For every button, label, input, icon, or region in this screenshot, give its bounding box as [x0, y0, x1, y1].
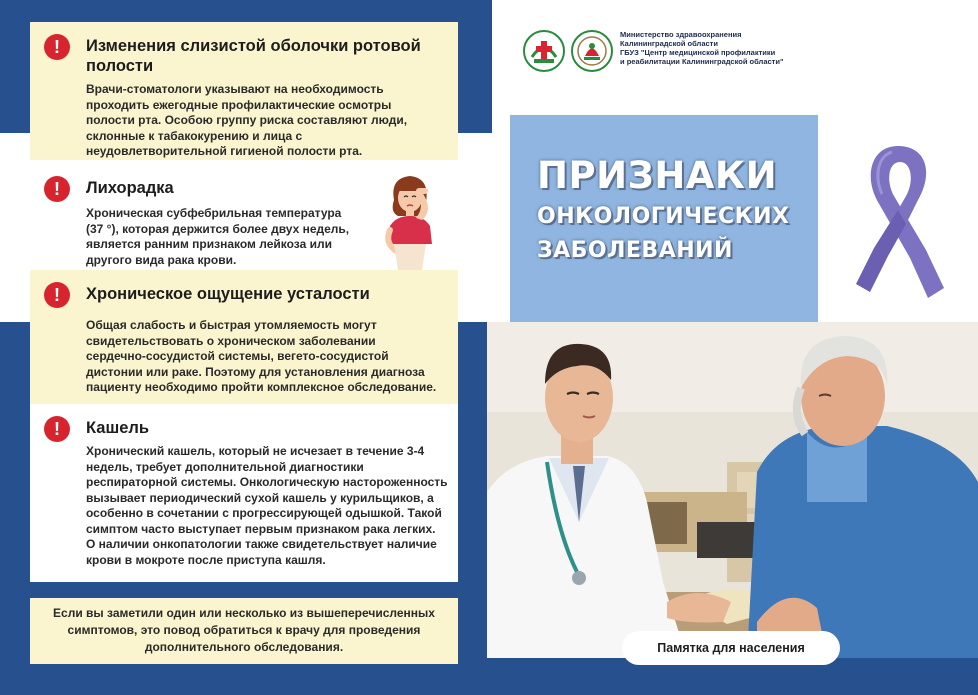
exclamation-icon: ! [44, 34, 70, 60]
exclamation-icon: ! [44, 282, 70, 308]
organization-name [620, 30, 800, 66]
symptom-card-cough [30, 404, 458, 582]
prevention-center-logo-icon [570, 29, 614, 73]
awareness-ribbon-icon [848, 138, 950, 302]
org-line: и реабилитации Калининградской области" [620, 57, 784, 66]
symptom-title: Лихорадка [86, 179, 174, 197]
org-line: Министерство здравоохранения [620, 30, 742, 39]
main-title-line-3: ЗАБОЛЕВАНИЙ [537, 238, 733, 263]
symptom-text: Общая слабость и быстрая утомляемость могут свидетельствовать о хроническом заболевании сердечно-сосудистой системы, вегето-сосудистой дистонии или раке. Поэтому для установления диагноза пациенту необходимо пройти комплексное обследование. [86, 318, 437, 394]
symptom-card-fatigue [30, 270, 458, 404]
ministry-logo-icon [522, 29, 566, 73]
symptom-text: Хронический кашель, который не исчезает в течение 3-4 недель, требует дополнительной диагностики респираторной системы. Онкологическую настороженность вызывает периодический сухой кашель у курильщиков, а особенно в сочетании с прогрессирующей одышкой. Такой симптом часто выступает первым признаком рака легких. О наличии онкопатологии также свидетельствует наличие крови в мокроте после приступа кашля. [86, 444, 448, 567]
symptom-card-mucosa [30, 22, 458, 160]
org-line: Калининградской области [620, 39, 718, 48]
symptom-title: Кашель [86, 419, 150, 437]
doctor-patient-photo [487, 322, 978, 658]
woman-fever-illustration [376, 170, 444, 270]
main-title-line-2: ОНКОЛОГИЧЕСКИХ [537, 204, 790, 229]
org-line: ГБУЗ "Центр медицинской профилактики [620, 48, 776, 57]
main-title-line-1: ПРИЗНАКИ [537, 154, 778, 197]
symptom-text: Врачи-стоматологи указывают на необходимость проходить ежегодные профилактические осмотры полости рта. Особою группу риска составляют люди, склонные к табакокурению и лица с неудовлетворительной гигиеной полости рта. [86, 82, 408, 158]
symptom-title: Изменения слизистой оболочки ротовой полости [86, 37, 421, 75]
symptom-text: Хроническая субфебрильная температура (37 °), которая держится более двух недель, является ранним признаком лейкоза или другого вида рака крови. [86, 206, 350, 267]
exclamation-icon: ! [44, 416, 70, 442]
bottom-note: Если вы заметили один или несколько из вышеперечисленных симптомов, это повод обратиться к врачу для проведения дополнительного обследования. [30, 598, 458, 664]
exclamation-icon: ! [44, 176, 70, 202]
audience-badge: Памятка для населения [622, 631, 840, 665]
symptom-title: Хроническое ощущение усталости [86, 285, 370, 303]
